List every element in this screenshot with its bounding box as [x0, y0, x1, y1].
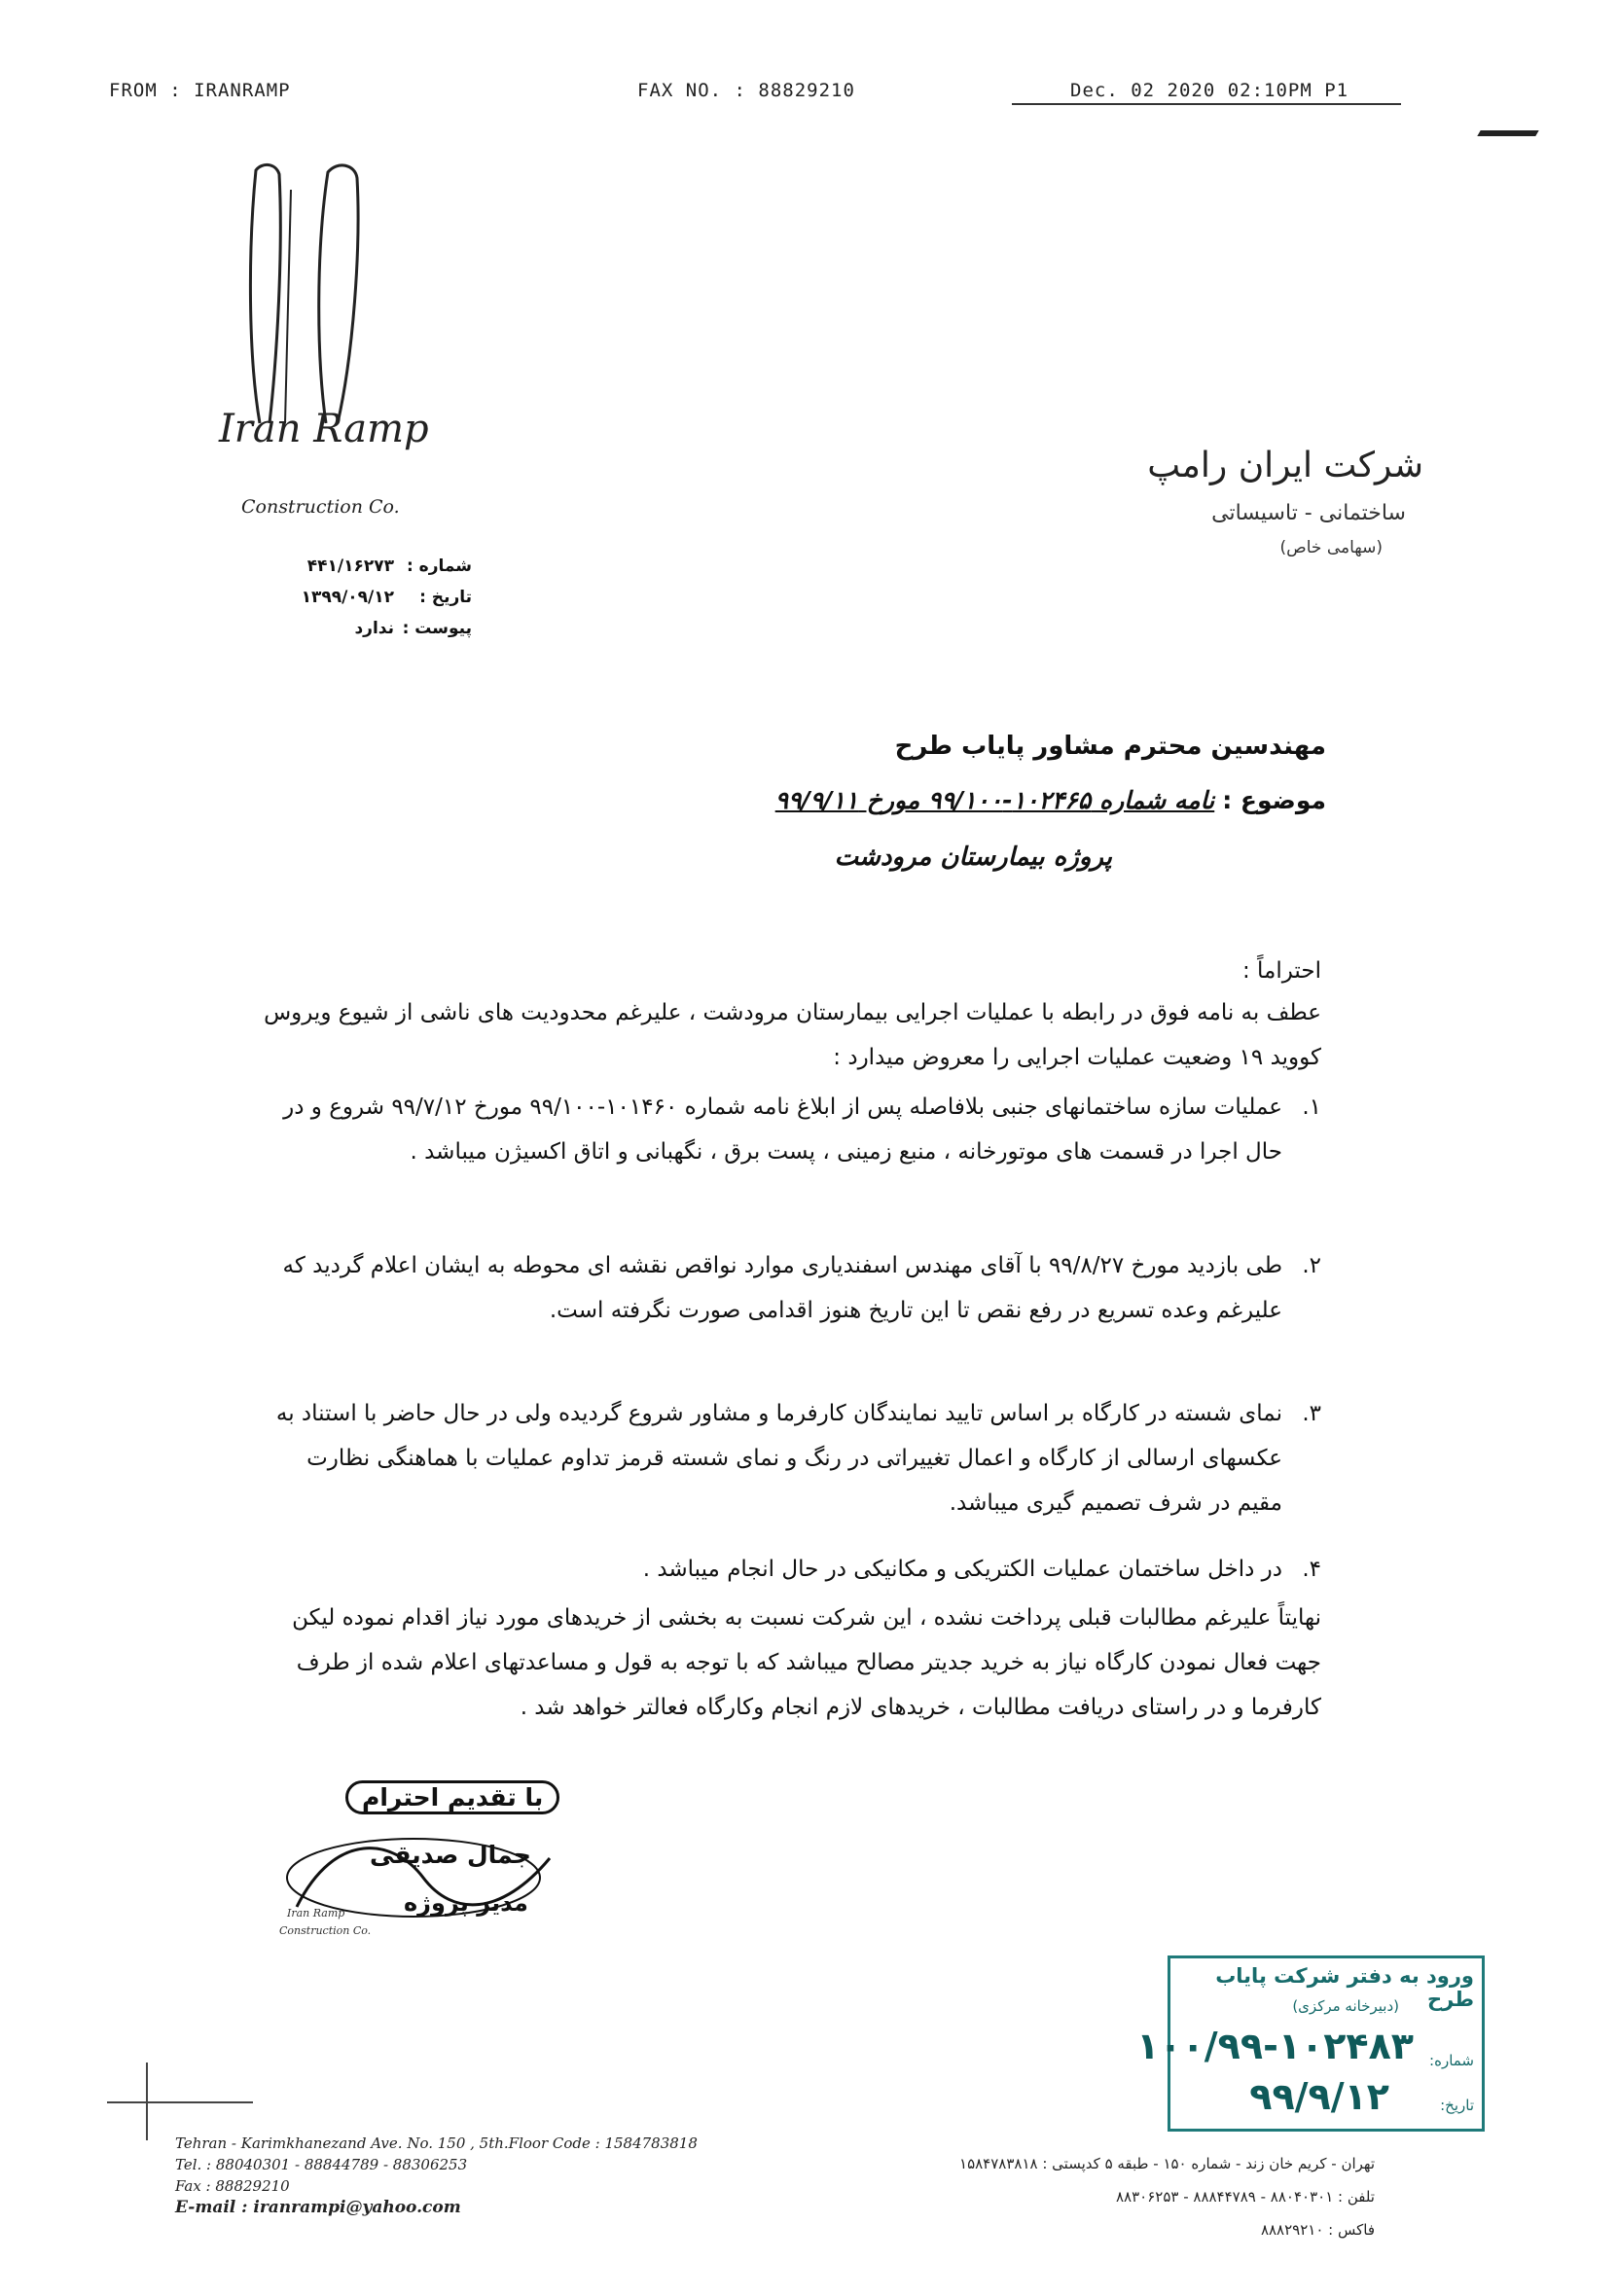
stamp-number-label: شماره: [1429, 2052, 1474, 2069]
signature-name: جمال صدیقی [370, 1841, 531, 1869]
logo-tagline: Construction Co. [241, 496, 400, 518]
seal-brand: Iran Ramp [287, 1907, 345, 1919]
addressee: مهندسین محترم مشاور پایاب طرح [894, 732, 1326, 761]
closing-paragraph: نهایتاً علیرغم مطالبات قبلی پرداخت نشده ، این شرکت نسبت به بخشی از خریدهای مورد نیاز اقدام نموده لیکن جهت فعال نمودن کارگاه نیاز به خرید جدیتر مصالح میباشد که با توجه به قول و مساعدتهای اعلام شده از طرف کارفرما و در راستای دریافت مطالبات ، خریدهای لازم انجام وکارگاه فعالتر خواهد شد . [292, 1605, 1321, 1720]
footer-tel: Tel. : 88040301 - 88844789 - 88306253 [175, 2156, 468, 2173]
meta-value: ۱۳۹۹/۰۹/۱۲ [301, 588, 394, 607]
fax-edge-mark [1477, 130, 1538, 136]
subject-label: موضوع : [1222, 786, 1326, 814]
stamp-date-value: ۹۹/۹/۱۲ [1249, 2075, 1389, 2118]
item-number: ۳. [1302, 1401, 1321, 1426]
footer-en [175, 2133, 698, 2218]
meta-label: تاریخ : [419, 588, 472, 607]
signature-block [277, 1780, 589, 1946]
footer-fax: Fax : 88829210 [175, 2177, 290, 2195]
fax-header-rule [1012, 103, 1401, 105]
stamp-date-label: تاریخ: [1440, 2097, 1474, 2114]
letter-meta [248, 556, 472, 650]
stamp-subtitle: (دبیرخانه مرکزی) [1292, 1997, 1399, 2015]
project-title: پروژه بیمارستان مرودشت [834, 843, 1112, 872]
meta-label: پیوست : [402, 619, 472, 638]
meta-label: شماره : [406, 556, 472, 576]
margin-mark [146, 2063, 148, 2140]
list-item [258, 1547, 1321, 1592]
item-text: طی بازدید مورخ ۹۹/۸/۲۷ با آقای مهندس اسفندیاری موارد نواقص نقشه ای محوطه به ایشان اعلام گردید که علیرغم وعده تسریع در رفع نقص تا این تاریخ هنوز اقدامی صورت نگرفته است. [282, 1253, 1282, 1323]
footer-fa-tel: تلفن : ۸۸۰۴۰۳۰۱ - ۸۸۸۴۴۷۸۹ - ۸۸۳۰۶۲۵۳ [1115, 2188, 1375, 2206]
footer-fa-address: تهران - کریم خان زند - شماره ۱۵۰ - طبقه ۵ کدپستی : ۱۵۸۴۷۸۳۸۱۸ [959, 2155, 1375, 2172]
item-number: ۱. [1302, 1094, 1321, 1120]
footer-email: E-mail : iranrampi@yahoo.com [175, 2198, 461, 2217]
meta-date [248, 588, 472, 619]
company-type: ساختمانی - تاسیساتی [1211, 501, 1406, 525]
footer-fa-fax: فاکس : ۸۸۸۲۹۲۱۰ [1260, 2221, 1375, 2239]
margin-mark [107, 2101, 253, 2103]
company-form: (سهامی خاص) [1279, 538, 1383, 557]
subject-value: نامه شماره ۱۰۲۴۶۵-۹۹/۱۰۰ مورخ ۹۹/۹/۱۱ [774, 786, 1215, 814]
item-number: ۲. [1302, 1253, 1321, 1278]
receipt-stamp [1136, 1955, 1485, 2132]
fax-datetime: Dec. 02 2020 02:10PM P1 [1070, 80, 1349, 101]
list-item [258, 1391, 1321, 1525]
stamp-number-value: ۱۰۰/۹۹-۱۰۲۴۸۳ [1136, 2025, 1414, 2067]
seal-tagline: Construction Co. [279, 1924, 372, 1937]
fax-number: FAX NO. : 88829210 [637, 80, 855, 101]
fax-from: FROM : IRANRAMP [109, 80, 291, 101]
greeting: احتراماً : [1241, 958, 1321, 984]
list-item [258, 1085, 1321, 1174]
intro-paragraph: عطف به نامه فوق در رابطه با عملیات اجرایی بیمارستان مرودشت ، علیرغم محدودیت های ناشی از شیوع ویروس کووید ۱۹ وضعیت عملیات اجرایی را معروض میدارد : [264, 1000, 1321, 1070]
stamp-title: ورود به دفتر شرکت پایاب طرح [1215, 1964, 1474, 2011]
company-name: شرکت ایران رامپ [1147, 446, 1423, 485]
item-number: ۴. [1302, 1557, 1321, 1582]
footer-fa [959, 2147, 1375, 2246]
meta-value: ۴۴۱/۱۶۲۷۳ [306, 556, 394, 576]
meta-value: ندارد [354, 619, 394, 638]
list-item [258, 1243, 1321, 1333]
item-text: در داخل ساختمان عملیات الکتریکی و مکانیکی در حال انجام میباشد . [642, 1557, 1282, 1582]
meta-number [248, 556, 472, 588]
logo-brand: Iran Ramp [219, 407, 429, 451]
signature-regards: با تقدیم احترام [345, 1780, 559, 1814]
meta-attachment [248, 619, 472, 650]
footer-address: Tehran - Karimkhanezand Ave. No. 150 , 5th.Floor Code : 1584783818 [175, 2135, 698, 2152]
item-text: نمای شسته در کارگاه بر اساس تایید نمایندگان کارفرما و مشاور شروع گردیده ولی در حال حاضر با استناد به عکسهای ارسالی از کارگاه و اعمال تغییراتی در رنگ و نمای شسته قرمز تداوم عملیات با هماهنگی نظارت مقیم در شرف تصمیم گیری میباشد. [275, 1401, 1282, 1516]
signature-title: مدیر پروژه [404, 1889, 528, 1917]
item-text: عملیات سازه ساختمانهای جنبی بلافاصله پس از ابلاغ نامه شماره ۱۰۱۴۶۰-۹۹/۱۰۰ مورخ ۹۹/۷/۱۲ شروع و در حال اجرا در قسمت های موتورخانه ، منبع زمینی ، پست برق ، نگهبانی و اتاق اکسیژن میباشد . [283, 1094, 1282, 1165]
subject [775, 786, 1326, 814]
